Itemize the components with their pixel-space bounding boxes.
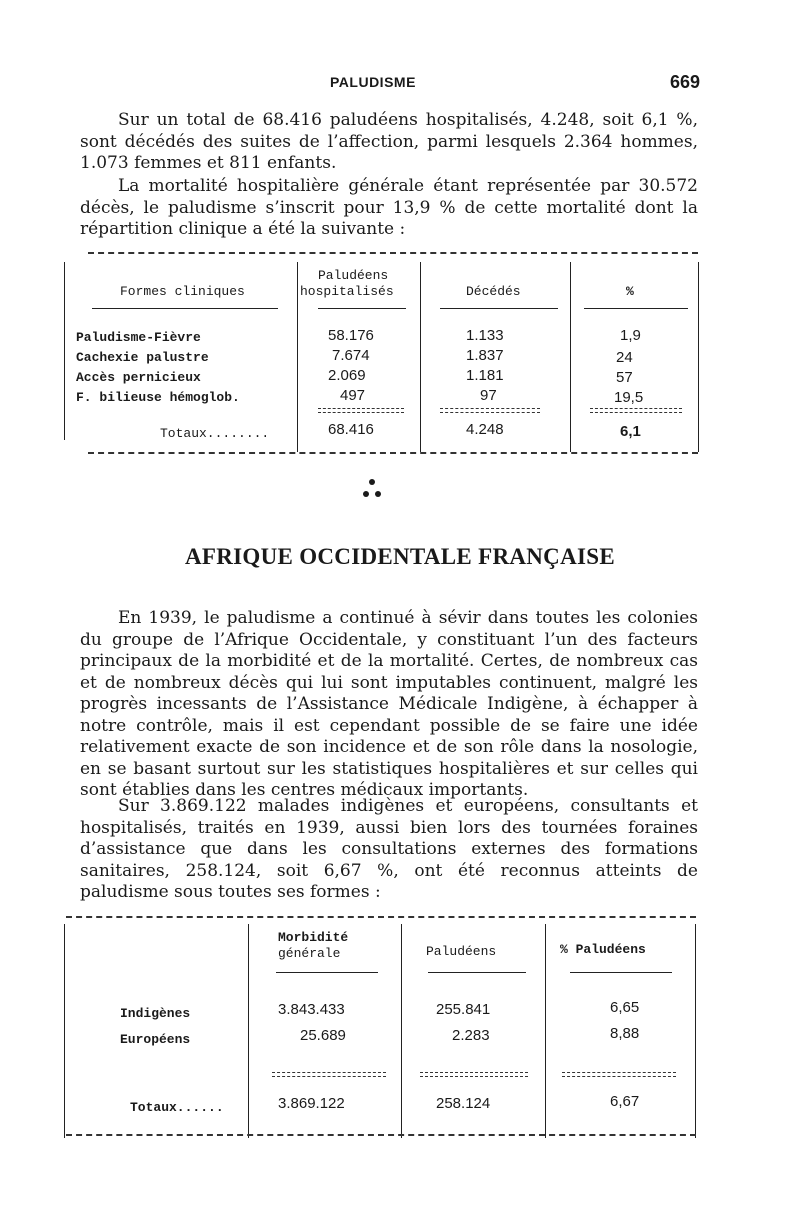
total-percent: 6,67 [610,1093,640,1110]
header-hospitalised-line2: hospitalisés [300,284,394,299]
row-morbidity: 25.689 [300,1027,346,1044]
total-rule [272,1072,386,1077]
total-percent: 6,1 [620,423,641,440]
row-percent: 24 [616,349,633,366]
header-underline [92,308,278,309]
total-morbidity: 3.869.122 [278,1095,345,1112]
row-label: Accès pernicieux [76,370,201,385]
header-underline [428,972,526,973]
header-underline [584,308,688,309]
page-header [0,72,800,96]
column-divider [248,924,249,1138]
table-right-border [695,924,696,1138]
row-percent: 57 [616,369,633,386]
row-label: F. bilieuse hémoglob. [76,390,240,405]
header-underline [570,972,672,973]
row-percent: 19,5 [614,389,644,406]
row-hospitalised: 497 [340,387,366,404]
page-number: 669 [670,72,701,92]
table-top-rule [66,916,696,918]
header-percent: % [626,284,634,299]
row-deaths: 1.181 [466,367,504,384]
total-label: Totaux...... [130,1100,224,1115]
column-divider [545,924,546,1138]
row-hospitalised: 58.176 [328,327,374,344]
row-percent: 8,88 [610,1025,640,1042]
row-hospitalised: 2.069 [328,367,366,384]
header-underline [318,308,406,309]
total-label: Totaux........ [160,426,270,441]
row-paludeens: 2.283 [452,1027,490,1044]
header-percent-paludeens: % Paludéens [560,942,646,957]
total-rule [420,1072,528,1077]
table-bottom-rule [66,1134,696,1136]
row-deaths: 1.837 [466,347,504,364]
row-paludeens: 255.841 [436,1001,491,1018]
row-percent: 1,9 [620,327,641,344]
row-label: Paludisme-Fièvre [76,330,201,345]
column-divider [297,262,298,452]
table-left-border [64,262,65,440]
total-rule [590,408,682,413]
table-right-border [698,262,699,452]
header-morbidity-line1: Morbidité [278,930,349,945]
running-title: PALUDISME [330,74,416,90]
paragraph-consultations: Sur 3.869.122 malades indigènes et européens, consultants et hospitalisés, traités en 1939, aussi bien lors des tournées foraines d’assistance que dans les consultations externes des formations sanitaires, 258.124, soit 6,67 %, ont été reconnus atteints de paludisme sous toutes ses formes : [80,796,698,902]
total-hospitalised: 68.416 [328,421,374,438]
header-hospitalised-line1: Paludéens [318,268,389,283]
row-label: Cachexie palustre [76,350,209,365]
total-paludeens: 258.124 [436,1095,491,1112]
total-rule [318,408,404,413]
total-deaths: 4.248 [466,421,504,438]
row-label: Européens [120,1032,191,1047]
total-rule [562,1072,676,1077]
row-deaths: 97 [480,387,497,404]
row-label: Indigènes [120,1006,191,1021]
header-morbidity-line2: générale [278,946,341,961]
asterism-ornament [362,476,382,502]
table-bottom-rule [88,452,698,454]
total-rule [440,408,540,413]
column-divider [420,262,421,452]
row-deaths: 1.133 [466,327,504,344]
table-left-border [64,924,65,1138]
row-hospitalised: 7.674 [332,347,370,364]
paragraph-mortality-summary: Sur un total de 68.416 paludéens hospitalisés, 4.248, soit 6,1 %, sont décédés des suites de l’affection, parmi lesquels 2.364 hommes, 1.073 femmes et 811 enfants. [80,110,698,173]
column-divider [401,924,402,1138]
paragraph-clinical-distribution: La mortalité hospitalière générale étant représentée par 30.572 décès, le paludisme s’inscrit pour 13,9 % de cette mortalité dont la répartition clinique a été la suivante : [80,176,698,239]
header-clinical-forms: Formes cliniques [120,284,245,299]
table-top-rule [88,252,698,254]
row-percent: 6,65 [610,999,640,1016]
header-underline [276,972,378,973]
header-deaths: Décédés [466,284,521,299]
paragraph-afrique-overview: En 1939, le paludisme a continué à sévir dans toutes les colonies du groupe de l’Afrique Occidentale, y constituant l’un des facteurs principaux de la morbidité et de la mortalité. Certes, de nombreux cas et de nombreux décès qui lui sont imputables continuent, malgré les progrès incessants de l’Assistance Médicale Indigène, à échapper à notre contrôle, mais il est cependant possible de se faire une idée relativement exacte de son incidence et de son rôle dans la nosologie, en se basant surtout sur les statistiques hospitalières et sur celles qui sont établies dans les centres médicaux importants. [80,608,698,800]
header-underline [440,308,558,309]
header-paludeens: Paludéens [426,944,497,959]
section-title: AFRIQUE OCCIDENTALE FRANÇAISE [185,544,615,569]
row-morbidity: 3.843.433 [278,1001,345,1018]
column-divider [570,262,571,452]
